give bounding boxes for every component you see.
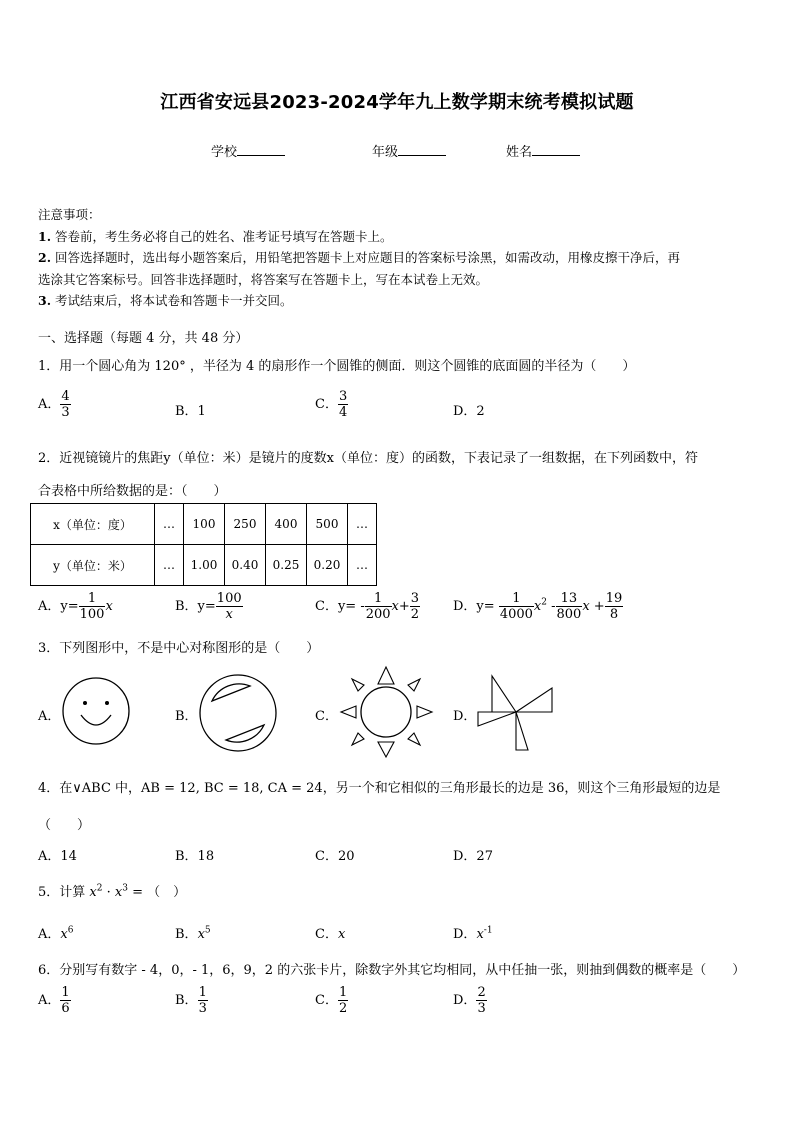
- sun-ray-sw: [352, 733, 364, 745]
- q3-option-c: C．: [315, 709, 338, 724]
- q3-option-b: B．: [175, 709, 198, 724]
- table-cell: …: [348, 545, 377, 586]
- sun-ray-ne: [408, 679, 420, 691]
- sun-ray-e: [417, 706, 432, 718]
- q2-option-b: B．y= $\frac{100}{x}$: [175, 591, 242, 622]
- q5-option-d: D．$x^{-1}$: [453, 925, 493, 942]
- grade-label: 年级: [372, 145, 399, 160]
- q3-stem: 3．下列图形中，不是中心对称图形的是（ ）: [38, 641, 320, 656]
- name-field: [506, 141, 580, 160]
- q5-option-b: B．$x^5$: [175, 925, 211, 942]
- q2-stem-line2: 合表格中所给数据的是：（ ）: [38, 484, 227, 499]
- q6-option-a: A． $\frac{1}{6}$: [38, 985, 70, 1016]
- school-field: [211, 141, 285, 160]
- school-label: 学校: [211, 145, 238, 160]
- sun-ray-s: [378, 742, 394, 757]
- q1-option-c: C． $\frac{3}{4}$: [315, 389, 348, 420]
- table-cell: 400: [266, 504, 307, 545]
- smiley-eye-left: [83, 701, 87, 705]
- q1-option-a: A． $\frac{4}{3}$: [38, 389, 70, 420]
- sun-ray-n: [378, 667, 394, 684]
- table-cell: 1.00: [184, 545, 225, 586]
- pinwheel-figure: [476, 674, 556, 754]
- table-cell: 250: [225, 504, 266, 545]
- table-cell: …: [155, 545, 184, 586]
- grade-field: [372, 141, 446, 160]
- q4-stem-line2: （ ）: [38, 818, 91, 833]
- name-label: 姓名: [506, 145, 533, 160]
- q4-option-b: B．18: [175, 849, 215, 864]
- smiley-mouth: [81, 715, 111, 725]
- note-2: 2. 回答选择题时，选出每小题答案后，用铅笔把答题卡上对应题目的答案标号涂黑，如需改动，用橡皮擦干净后，再: [38, 250, 681, 265]
- q2-data-table: [30, 503, 377, 586]
- q5-stem: 5．计算 $x^2 \cdot x^3$ = （ ）: [38, 883, 187, 900]
- no-sign-outer-circle: [200, 675, 276, 751]
- pinwheel-blade-2: [516, 688, 552, 712]
- no-sign-upper-segment: [212, 684, 250, 701]
- q4-option-a: A．14: [38, 849, 77, 864]
- no-sign-figure: [199, 674, 279, 754]
- q4-option-d: D．27: [453, 849, 493, 864]
- page-title: 江西省安远县2023-2024学年九上数学期末统考模拟试题: [160, 92, 634, 113]
- table-row: [31, 504, 377, 545]
- q5-option-c: C．x: [315, 927, 346, 942]
- q5-option-a: A．$x^6$: [38, 925, 74, 942]
- note-2-cont: 选涂其它答案标号。回答非选择题时，将答案写在答题卡上，写在本试卷上无效。: [38, 271, 489, 287]
- q4-stem-line1: 4．在∨ABC 中，AB = 12, BC = 18, CA = 24，另一个和它相似的三角形最长的边是 36，则这个三角形最短的边是: [38, 781, 721, 796]
- q1-option-b: B．1: [175, 404, 206, 419]
- no-sign-lower-segment: [226, 725, 264, 742]
- note-1: 1. 答卷前，考生务必将自己的姓名、准考证号填写在答题卡上。: [38, 228, 393, 244]
- q6-option-c: C． $\frac{1}{2}$: [315, 985, 348, 1016]
- q6-option-d: D． $\frac{2}{3}$: [453, 985, 486, 1016]
- q2-option-d: D．y= $\frac{1}{4000}$ $x^2$ - $\frac{13}{800}$ x + $\frac{19}{8}$: [453, 591, 623, 622]
- smiley-eye-right: [105, 701, 109, 705]
- table-cell: 0.25: [266, 545, 307, 586]
- q6-option-b: B． $\frac{1}{3}$: [175, 985, 207, 1016]
- table-cell: …: [155, 504, 184, 545]
- sun-center-circle: [361, 687, 411, 737]
- sun-ray-w: [341, 706, 356, 718]
- q1-stem: 1．用一个圆心角为 120° ，半径为 4 的扇形作一个圆锥的侧面．则这个圆锥的底面圆的半径为（ ）: [38, 359, 636, 374]
- table-cell: …: [348, 504, 377, 545]
- sun-ray-nw: [352, 679, 364, 691]
- table-row: [31, 545, 377, 586]
- table-cell: 0.20: [307, 545, 348, 586]
- q4-option-c: C．20: [315, 849, 355, 864]
- notes: [38, 204, 680, 312]
- section-heading: 一、选择题（每题 4 分，共 48 分）: [38, 331, 249, 346]
- q3-option-a: A．: [38, 709, 61, 724]
- smiley-figure: [62, 677, 132, 747]
- q2-option-a: A．y= $\frac{1}{100}$ x: [38, 591, 113, 622]
- table-cell: 500: [307, 504, 348, 545]
- q2-stem-line1: 2．近视镜镜片的焦距y（单位：米）是镜片的度数x（单位：度）的函数，下表记录了一组数据，在下列函数中，符: [38, 451, 698, 466]
- smiley-face-outline: [63, 678, 129, 744]
- q3-option-d: D．: [453, 709, 477, 724]
- q6-stem: 6．分别写有数字 - 4，0，- 1，6，9，2 的六张卡片，除数字外其它均相同，从中任抽一张，则抽到偶数的概率是（ ）: [38, 963, 746, 978]
- q2-option-c: C．y= - $\frac{1}{200}$ x+ $\frac{3}{2}$: [315, 591, 420, 622]
- notes-heading: 注意事项：: [38, 207, 101, 222]
- pinwheel-blade-1: [492, 676, 516, 712]
- table-cell: y（单位：米）: [31, 545, 155, 586]
- note-3: 3. 考试结束后，将本试卷和答题卡一并交回。: [38, 293, 293, 308]
- pinwheel-blade-4: [478, 712, 516, 726]
- table-cell: 0.40: [225, 545, 266, 586]
- pinwheel-blade-3: [516, 712, 528, 750]
- q1-option-d: D．2: [453, 404, 485, 419]
- table-cell: 100: [184, 504, 225, 545]
- sun-figure: [338, 665, 436, 763]
- table-cell: x（单位：度）: [31, 504, 155, 545]
- sun-ray-se: [408, 733, 420, 745]
